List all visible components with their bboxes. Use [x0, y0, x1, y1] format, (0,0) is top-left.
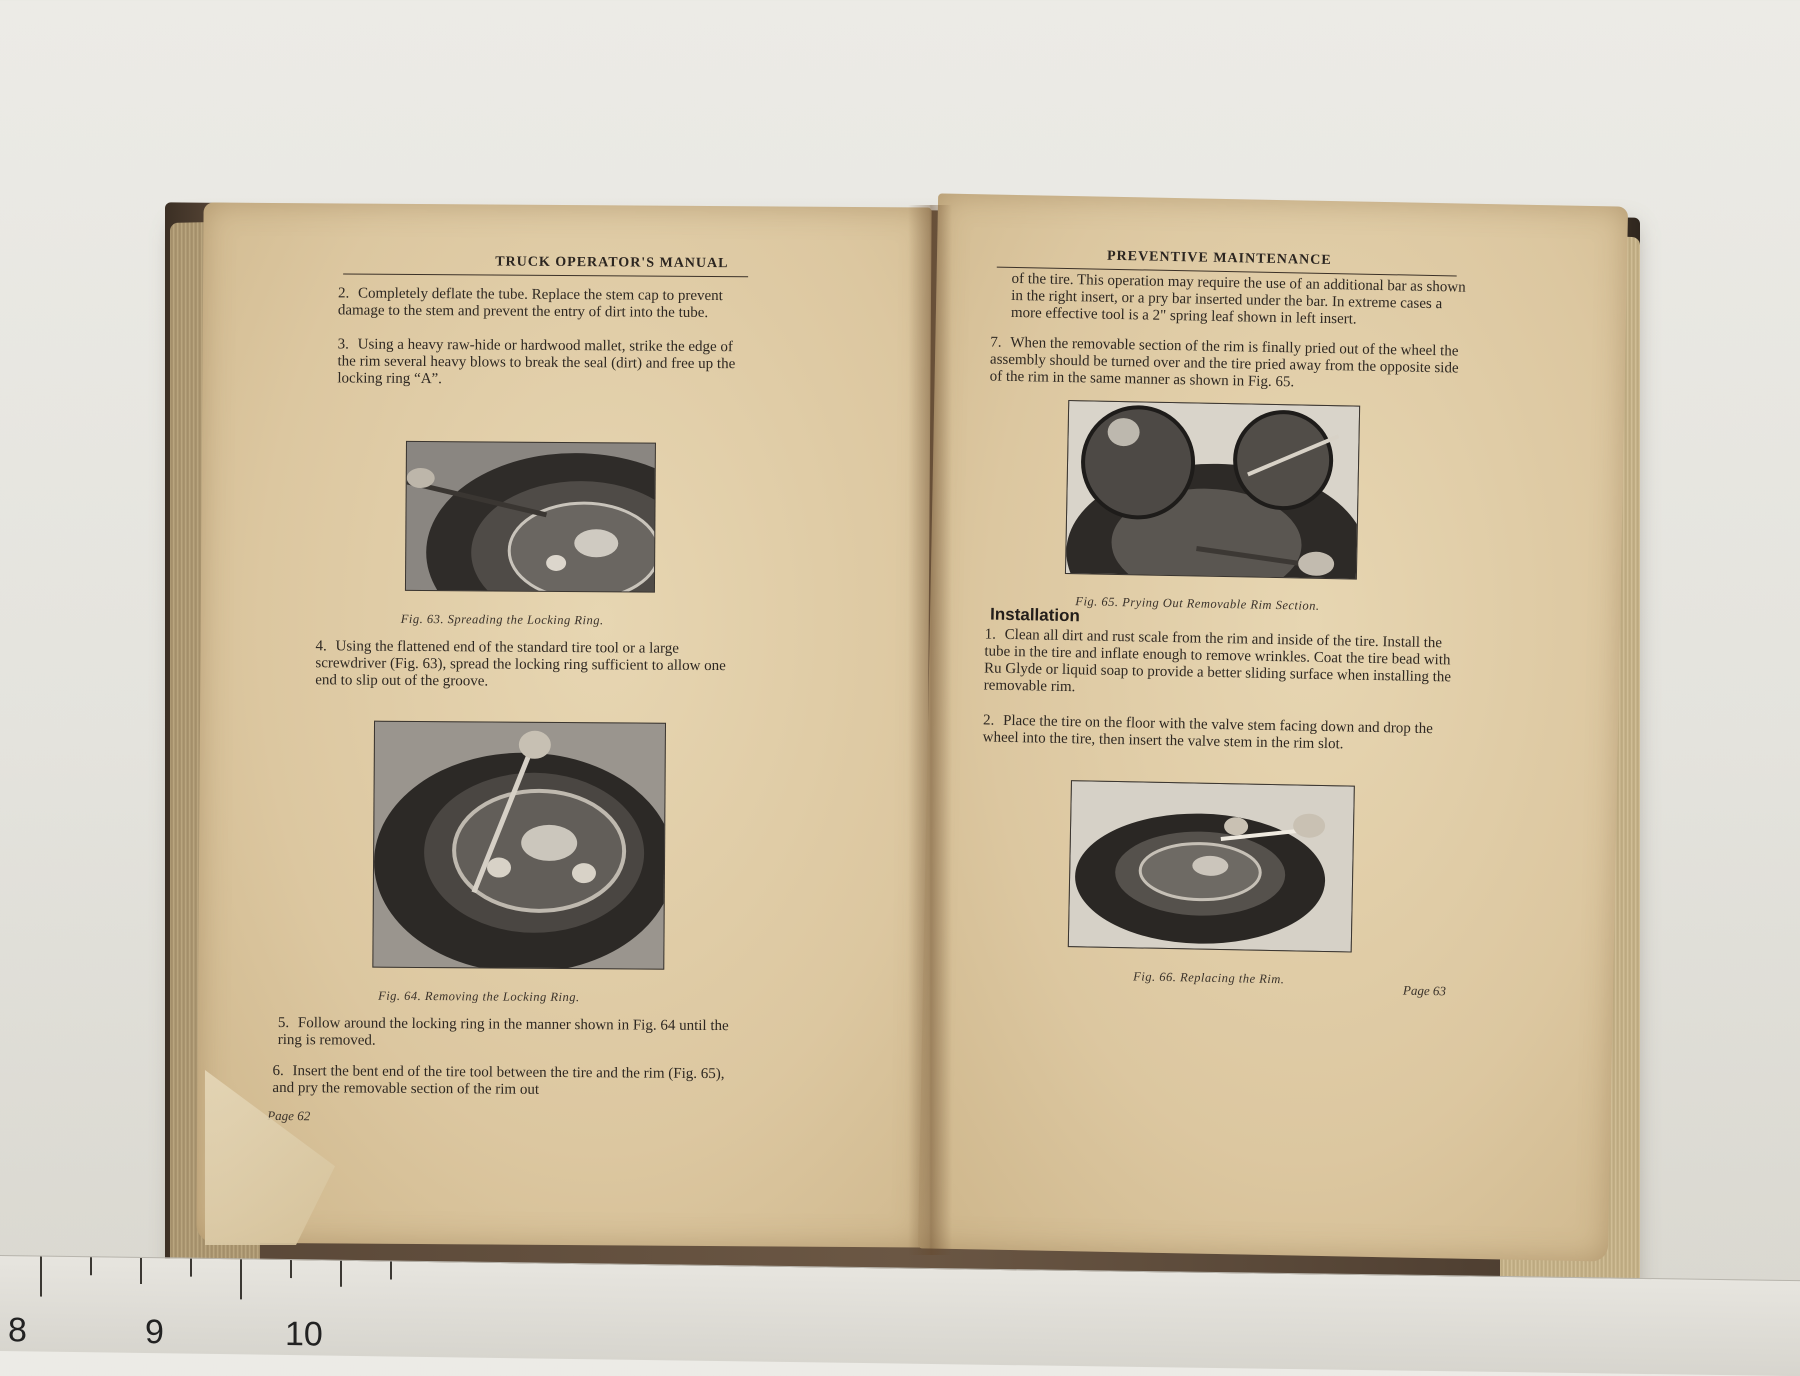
fig-63-photo — [406, 442, 655, 592]
install-step-1: 1. Clean all dirt and rust scale from the rim and inside of the tire. Install the tube in the tire and inflate enough to remove wrinkles. Coat the tire bead with Ru Glyde or liquid soap to provide a better sliding surface when installing the removable rim. — [983, 626, 1452, 696]
left-running-head: TRUCK OPERATOR'S MANUAL — [495, 254, 729, 272]
left-page — [196, 202, 931, 1247]
left-page-number: Page 62 — [267, 1107, 311, 1124]
step-3: 3. Using a heavy raw-hide or hardwood mallet, strike the edge of the rim several heavy blows to break the seal (dirt) and free up the locking ring “A”. — [337, 336, 736, 388]
right-page-number: Page 63 — [1402, 982, 1447, 999]
right-page — [918, 193, 1628, 1261]
fig-66-photo — [1069, 781, 1354, 951]
fig-63-caption: Fig. 63. Spreading the Locking Ring. — [400, 611, 604, 628]
ruler-number-10: 10 — [285, 1314, 323, 1354]
fig-65-photo — [1066, 401, 1359, 579]
left-header-rule — [343, 273, 748, 277]
ruler-tick — [340, 1261, 342, 1287]
fig-66-caption: Fig. 66. Replacing the Rim. — [1133, 969, 1285, 987]
ruler-tick — [390, 1261, 392, 1279]
ruler-tick — [190, 1259, 192, 1277]
fig-64-caption: Fig. 64. Removing the Locking Ring. — [378, 988, 580, 1005]
ruler-number-9: 9 — [145, 1313, 164, 1352]
fig-64-photo — [373, 722, 665, 969]
ruler-tick — [290, 1260, 292, 1278]
install-step-2: 2. Place the tire on the floor with the valve stem facing down and drop the wheel into the tire, then insert the valve stem in the rim slot. — [982, 712, 1434, 753]
ruler-tick — [140, 1258, 142, 1284]
step-4: 4. Using the flattened end of the standard tire tool or a large screwdriver (Fig. 63), spread the locking ring sufficient to allow one end to slip out of the groove. — [315, 638, 726, 690]
step-5: 5. Follow around the locking ring in the manner shown in Fig. 64 until the ring is removed. — [277, 1015, 729, 1049]
ruler-tick — [40, 1257, 42, 1297]
right-running-head: PREVENTIVE MAINTENANCE — [1106, 248, 1332, 269]
step-7: 7. When the removable section of the rim is finally pried out of the wheel the assembly should be turned over and the tire pried away from the opposite side of the rim in the same manner as shown in Fig. 65. — [989, 334, 1459, 391]
ruler-tick — [90, 1257, 92, 1275]
ruler-tick — [240, 1259, 242, 1299]
step-2: 2. Completely deflate the tube. Replace the stem cap to prevent damage to the stem and prevent the entry of dirt into the tube. — [337, 285, 723, 321]
installation-heading: Installation — [989, 604, 1081, 626]
fig-65-caption: Fig. 65. Prying Out Removable Rim Section. — [1075, 594, 1320, 613]
continued-step-6: of the tire. This operation may require the use of an additional bar as shown in the right insert, or a pry bar inserted under the bar. In extreme cases a more effective tool is a 2" spring leaf shown in left insert. — [1010, 270, 1466, 328]
step-6: 6. Insert the bent end of the tire tool between the tire and the rim (Fig. 65), and pry the removable section of the rim out — [272, 1062, 725, 1098]
book-gutter — [908, 205, 952, 1255]
ruler-number-8: 8 — [8, 1311, 27, 1350]
